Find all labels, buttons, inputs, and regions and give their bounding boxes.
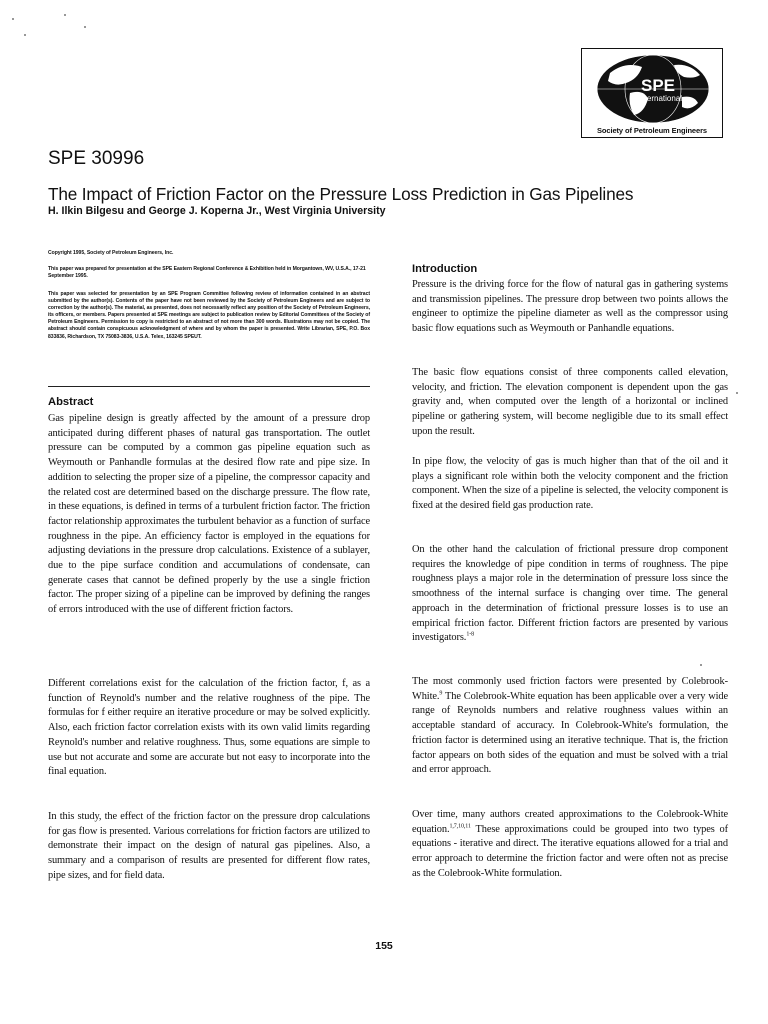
copyright-notice: Copyright 1995, Society of Petroleum Engineers, Inc. [48, 250, 174, 256]
scan-speck [700, 664, 702, 666]
spe-logo [581, 48, 723, 138]
page-number: 155 [375, 940, 393, 952]
paper-authors: H. Ilkin Bilgesu and George J. Koperna Jr., West Virginia University [48, 205, 386, 217]
abstract-paragraph-2: Different correlations exist for the calculation of the friction factor, f, as a function of Reynold's number and the relative roughness of the pipe. The formulas for f either require an iterative procedure or may be solved explicitly. Also, each friction factor correlation exists with its own valid limits regarding Reynold's number and relative roughness. Thus, some equations are simple to use but not accurate and some are accurate but not easy to incorporate into the final equation. [48, 678, 370, 778]
presentation-notice: This paper was prepared for presentation at the SPE Eastern Regional Conference & Exhibition held in Morgantown, WV, U.S.A., 17-21 September 1995. [48, 266, 366, 280]
intro-paragraph-4-text: On the other hand the calculation of frictional pressure drop component requires the knowledge of pipe condition in terms of roughness. The pipe roughness plays a major role in the determination of pressure loss since the smoothness of the internal surface is changing over time. The general approach in the determination of frictional pressure losses is to use an empirical friction factor. Different friction factors are presented by various investigators. [412, 544, 728, 644]
abstract-paragraph-3: In this study, the effect of the friction factor on the pressure drop calculations for gas flow is presented. Various correlations for friction factors are utilized to demonstrate their impact on the design of natural gas pipelines. Also, a summary and a comparison of results are presented for different flow rates, pipe sizes, and for field data. [48, 811, 370, 881]
scan-speck [24, 34, 26, 36]
citation-ref: 9 [439, 690, 443, 697]
intro-paragraph-2: The basic flow equations consist of three components called elevation, velocity, and friction. The elevation component is dependent upon the gas gravity and, when computed over the length of a horizontal or inclined pipeline or gathering system, will become negligible due to its small effect upon the result. [412, 367, 728, 437]
citation-ref: 1-8 [466, 631, 475, 638]
abstract-paragraph-1: Gas pipeline design is greatly affected by the amount of a pressure drop anticipated during different phases of natural gas transportation. The outlet pressure can be computed by a common gas pipeline equation such as Weymouth or Panhandle formulas at the desired flow rate and pipe size. In addition to selecting the proper size of a pipeline, the compressor capacity and the related cost are determined based on the discharge pressure. The flow rate, in these equations, is defined in terms of a turbulent friction factor. The friction factor relationship approximates the turbulent behavior as a function of surface roughness in the pipe. An efficiency factor is employed in the equations for adjusting deviations in the pressure drop calculations. Existence of a sublayer, due to the pipe surface condition and accumulations of condensate, can generate cases that cannot be defined properly by the use a single friction factor. The proper sizing of a pipeline can be improved by defining the ranges of errors introduced with the use of different friction factors. [48, 413, 370, 616]
intro-paragraph-5 [412, 675, 728, 778]
introduction-heading: Introduction [412, 263, 478, 275]
section-divider [48, 386, 370, 387]
scan-speck [84, 26, 86, 28]
paper-title: The Impact of Friction Factor on the Pressure Loss Prediction in Gas Pipelines [48, 184, 634, 204]
paper-number: SPE 30996 [48, 148, 145, 169]
citation-ref: 1,7,10,11 [449, 823, 471, 830]
logo-org-text: SPE [640, 76, 676, 95]
globe-logo-icon [590, 53, 716, 125]
disclaimer-notice: This paper was selected for presentation by an SPE Program Committee following review of information contained in an abstract submitted by the author(s). Contents of the paper have not been reviewed by the Society of Petroleum Engineers and are subject to correction by the author(s). The material, as presented, does not necessarily reflect any position of the Society of Petroleum Engineers, its officers, or members. Papers presented at SPE meetings are subject to publication review by Editorial Committees of the Society of Petroleum Engineers. Permission to copy is restricted to an abstract of not more than 300 words. Illustrations may not be copied. The abstract should contain conspicuous acknowledgment of where and by whom the paper is presented. Write Librarian, SPE, P.O. Box 833836, Richardson, TX 75083-3836, U.S.A. Telex, 163245 SPEUT. [48, 291, 370, 340]
scan-speck [736, 392, 738, 394]
abstract-heading: Abstract [48, 396, 94, 408]
intro-paragraph-1: Pressure is the driving force for the flow of natural gas in gathering systems and transmission pipelines. The pressure drop between two points allows the engineer to optimize the pipeline diameter as well as the compressor using basic flow equations such as Weymouth or Panhandle equations. [412, 279, 728, 335]
logo-caption: Society of Petroleum Engineers [597, 126, 707, 135]
intro-paragraph-4 [412, 543, 728, 646]
scan-speck [12, 18, 14, 20]
intro-paragraph-6-text-a: Over time, many authors created approximations to the Colebrook-White equation. [412, 809, 728, 835]
intro-paragraph-5-text-a: The most commonly used friction factors were presented by Colebrook-White. [412, 676, 728, 702]
intro-paragraph-5-text-b: The Colebrook-White equation has been applicable over a very wide range of Reynolds numbers and relative roughness values within an acceptable standard of accuracy. In Colebrook-White's formulation, the friction factor is determined using an iterative technique. That is, the friction factor appears on both sides of the equation and must be solved with a trial and error approach. [412, 690, 728, 776]
scan-speck [64, 14, 66, 16]
logo-org-subtext: International [637, 94, 683, 103]
intro-paragraph-6 [412, 808, 728, 882]
intro-paragraph-6-text-b: These approximations could be grouped into two types of equations - iterative and direct. The iterative equations allowed for a trial and error approach to determine the friction factor and were often not as precise as the Colebrook-White formulation. [412, 823, 728, 879]
intro-paragraph-3: In pipe flow, the velocity of gas is much higher than that of the oil and it plays a significant role within both the velocity component and the friction component. When the size of a pipeline is selected, the velocity component is fixed at the desired field gas production rate. [412, 456, 728, 512]
